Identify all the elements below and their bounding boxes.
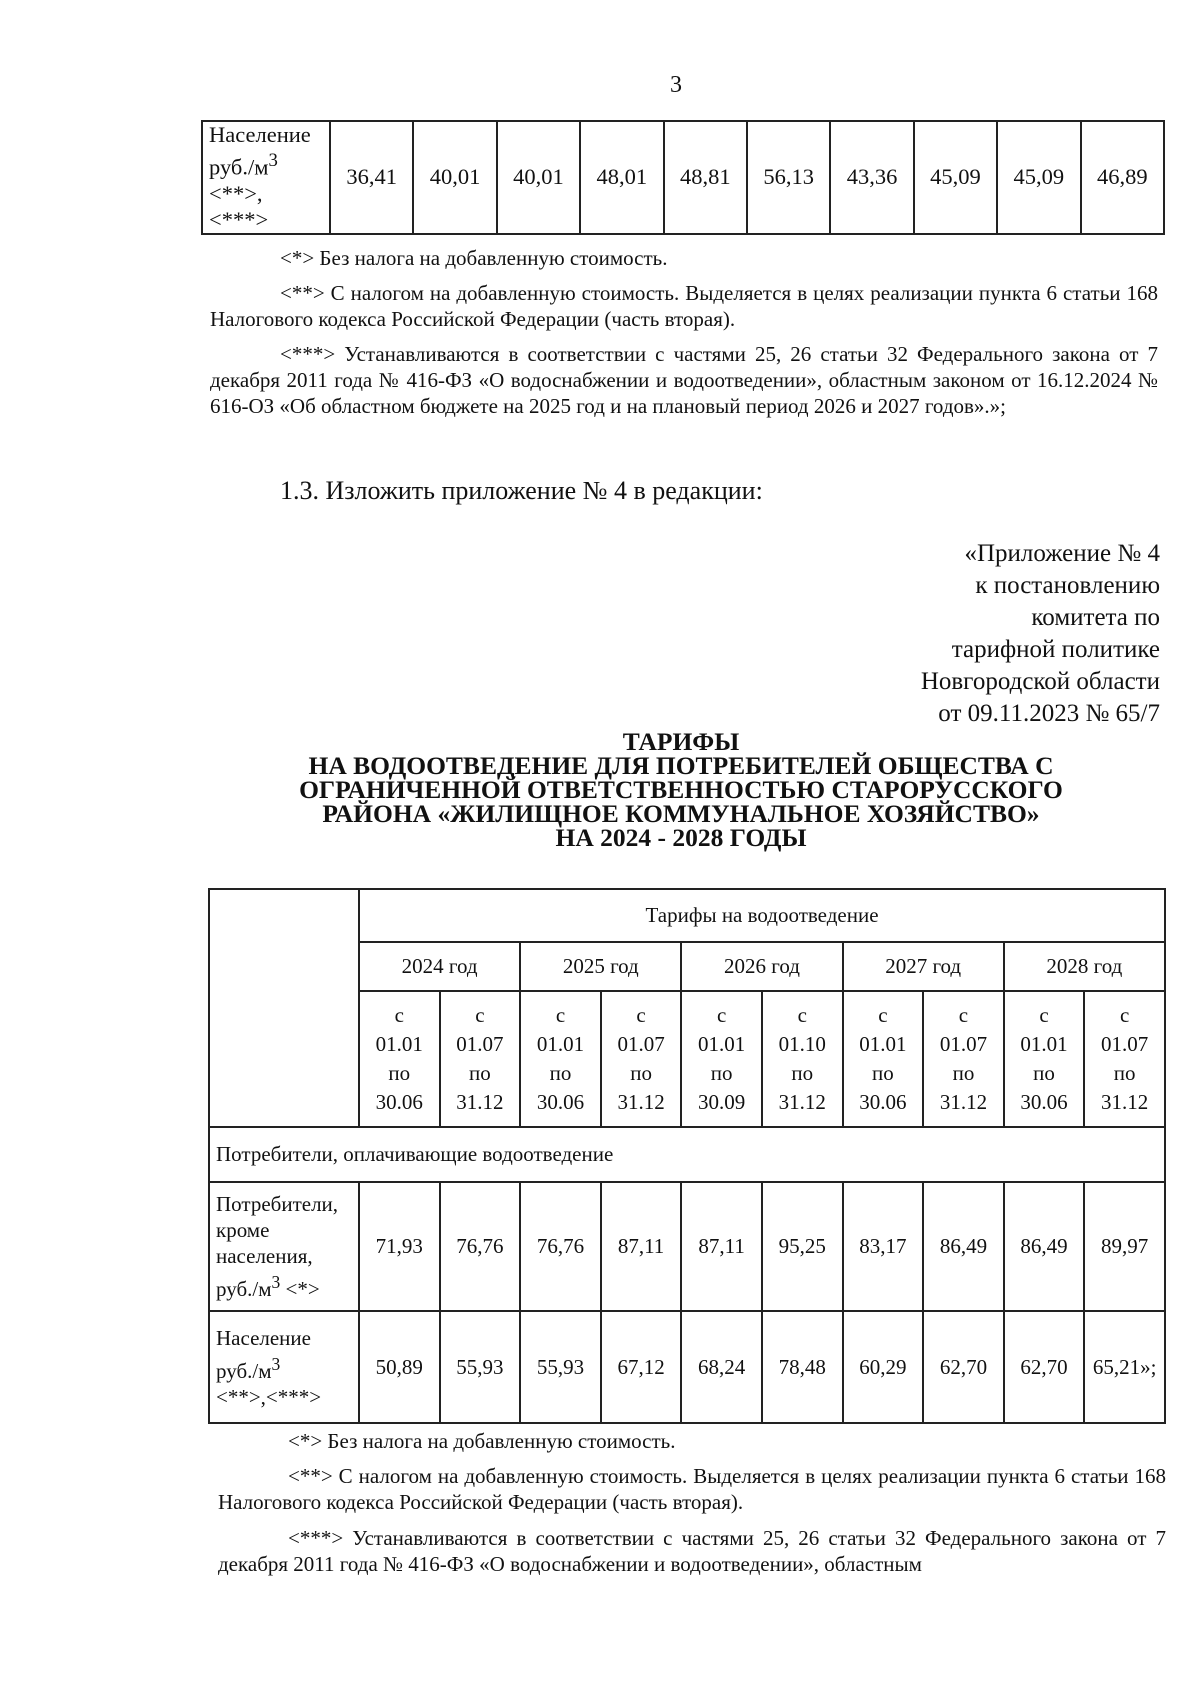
- year-header: 2027 год: [843, 942, 1004, 991]
- footnote-federal-law: <***> Устанавливаются в соответствии с частями 25, 26 статьи 32 Федерального закона от 7 декабря 2011 года № 416-ФЗ «О водоснабжении и водоотведении», областным законом от 16.12.2024 № 616-ОЗ «Об областном бюджете на 2025 год и на плановый период 2026 и 2027 годов».»;: [210, 342, 1158, 418]
- title-line: НА ВОДООТВЕДЕНИЕ ДЛЯ ПОТРЕБИТЕЛЕЙ ОБЩЕСТВА С: [308, 751, 1054, 780]
- label-line: <**>,<***>: [216, 1384, 322, 1409]
- appendix-line: к постановлению: [975, 572, 1160, 599]
- appendix-line: тарифной политике: [951, 636, 1160, 663]
- footnote-no-vat: <*> Без налога на добавленную стоимость.: [288, 1429, 676, 1453]
- label-line: <***>: [209, 206, 269, 232]
- label-line: <*>: [280, 1277, 320, 1301]
- value-cell: 87,11: [601, 1182, 682, 1311]
- label-line: руб./м: [216, 1358, 272, 1383]
- footnote-no-vat: <*> Без налога на добавленную стоимость.: [280, 246, 668, 270]
- value-cell: 76,76: [520, 1182, 601, 1311]
- value-cell: 40,01: [497, 121, 580, 234]
- label-line: населения,: [216, 1244, 313, 1268]
- period-header: с 01.01 по 30.06: [520, 991, 601, 1127]
- value-cell: 67,12: [601, 1311, 682, 1423]
- value-cell: 60,29: [843, 1311, 924, 1423]
- table-row: [209, 1127, 1165, 1182]
- value-cell: 83,17: [843, 1182, 924, 1311]
- row-label-population: [209, 1311, 359, 1423]
- year-header: 2025 год: [520, 942, 681, 991]
- period-header: с 01.07 по 31.12: [601, 991, 682, 1127]
- value-cell: 78,48: [762, 1311, 843, 1423]
- value-cell: 48,01: [580, 121, 663, 234]
- table-row: [202, 121, 1164, 234]
- period-header: с 01.01 по 30.06: [1004, 991, 1085, 1127]
- period-header: с 01.07 по 31.12: [923, 991, 1004, 1127]
- label-line: Население: [216, 1325, 311, 1350]
- appendix-line: комитета по: [1031, 604, 1160, 631]
- appendix-line: Новгородской области: [920, 668, 1160, 695]
- period-header: с 01.07 по 31.12: [1084, 991, 1165, 1127]
- value-cell: 56,13: [747, 121, 830, 234]
- row-label-population: [202, 121, 330, 234]
- value-cell: 71,93: [359, 1182, 440, 1311]
- appendix-line: «Приложение № 4: [964, 540, 1160, 567]
- value-cell: 50,89: [359, 1311, 440, 1423]
- empty-corner-cell: [209, 889, 359, 1127]
- period-header: с 01.01 по 30.06: [359, 991, 440, 1127]
- document-title: [200, 727, 1162, 852]
- superscript: 3: [271, 1353, 281, 1374]
- superscript: 3: [268, 150, 278, 171]
- value-cell: 86,49: [1004, 1182, 1085, 1311]
- value-cell: 45,09: [914, 121, 997, 234]
- value-cell: 48,81: [664, 121, 747, 234]
- period-header: с 01.01 по 30.06: [843, 991, 924, 1127]
- wastewater-tariff-table: [208, 888, 1166, 1424]
- superscript: 3: [271, 1272, 281, 1292]
- value-cell: 86,49: [923, 1182, 1004, 1311]
- value-cell: 55,93: [520, 1311, 601, 1423]
- period-header: с 01.10 по 31.12: [762, 991, 843, 1127]
- label-line: <**>,: [209, 180, 263, 206]
- tariff-header: Тарифы на водоотведение: [359, 889, 1165, 942]
- value-cell: 55,93: [440, 1311, 521, 1423]
- value-cell: 95,25: [762, 1182, 843, 1311]
- value-cell: 65,21»;: [1084, 1311, 1165, 1423]
- value-cell: 89,97: [1084, 1182, 1165, 1311]
- period-header: с 01.07 по 31.12: [440, 991, 521, 1127]
- label-line: Население: [209, 122, 311, 147]
- period-header: с 01.01 по 30.09: [681, 991, 762, 1127]
- footnote-with-vat: <**> С налогом на добавленную стоимость. Выделяется в целях реализации пункта 6 статьи 168 Налогового кодекса Российской Федерации (часть вторая).: [218, 1464, 1166, 1514]
- year-header: 2026 год: [681, 942, 842, 991]
- table-row: [209, 1311, 1165, 1423]
- value-cell: 68,24: [681, 1311, 762, 1423]
- row-label-consumers: [209, 1182, 359, 1311]
- label-line: кроме: [216, 1218, 270, 1242]
- title-line: РАЙОНА «ЖИЛИЩНОЕ КОММУНАЛЬНОЕ ХОЗЯЙСТВО»: [322, 799, 1040, 828]
- page-number: 3: [670, 72, 682, 98]
- value-cell: 87,11: [681, 1182, 762, 1311]
- footnote-federal-law: <***> Устанавливаются в соответствии с частями 25, 26 статьи 32 Федерального закона от 7 декабря 2011 года № 416-ФЗ «О водоснабжении и водоотведении», областным: [218, 1526, 1166, 1576]
- value-cell: 46,89: [1081, 121, 1164, 234]
- appendix-reference: [760, 538, 1160, 730]
- table-row: [209, 1182, 1165, 1311]
- value-cell: 62,70: [923, 1311, 1004, 1423]
- label-line: руб./м: [209, 154, 269, 180]
- value-cell: 40,01: [413, 121, 496, 234]
- table-row: [209, 889, 1165, 942]
- label-line: Потребители,: [216, 1192, 339, 1216]
- title-line: НА 2024 - 2028 ГОДЫ: [555, 823, 807, 852]
- group-label: Потребители, оплачивающие водоотведение: [209, 1127, 1165, 1182]
- appendix-line: от 09.11.2023 № 65/7: [938, 700, 1160, 727]
- label-line: руб./м: [216, 1277, 272, 1301]
- footnote-with-vat: <**> С налогом на добавленную стоимость. Выделяется в целях реализации пункта 6 статьи 168 Налогового кодекса Российской Федерации (часть вторая).: [210, 281, 1158, 331]
- value-cell: 45,09: [997, 121, 1080, 234]
- year-header: 2024 год: [359, 942, 520, 991]
- title-line: ТАРИФЫ: [622, 727, 740, 756]
- year-header: 2028 год: [1004, 942, 1165, 991]
- value-cell: 76,76: [440, 1182, 521, 1311]
- section-heading: 1.3. Изложить приложение № 4 в редакции:: [280, 476, 763, 505]
- value-cell: 62,70: [1004, 1311, 1085, 1423]
- title-line: ОГРАНИЧЕННОЙ ОТВЕТСТВЕННОСТЬЮ СТАРОРУССКОГО: [299, 775, 1063, 804]
- value-cell: 36,41: [330, 121, 413, 234]
- top-tariff-table-fragment: [201, 120, 1165, 235]
- value-cell: 43,36: [830, 121, 913, 234]
